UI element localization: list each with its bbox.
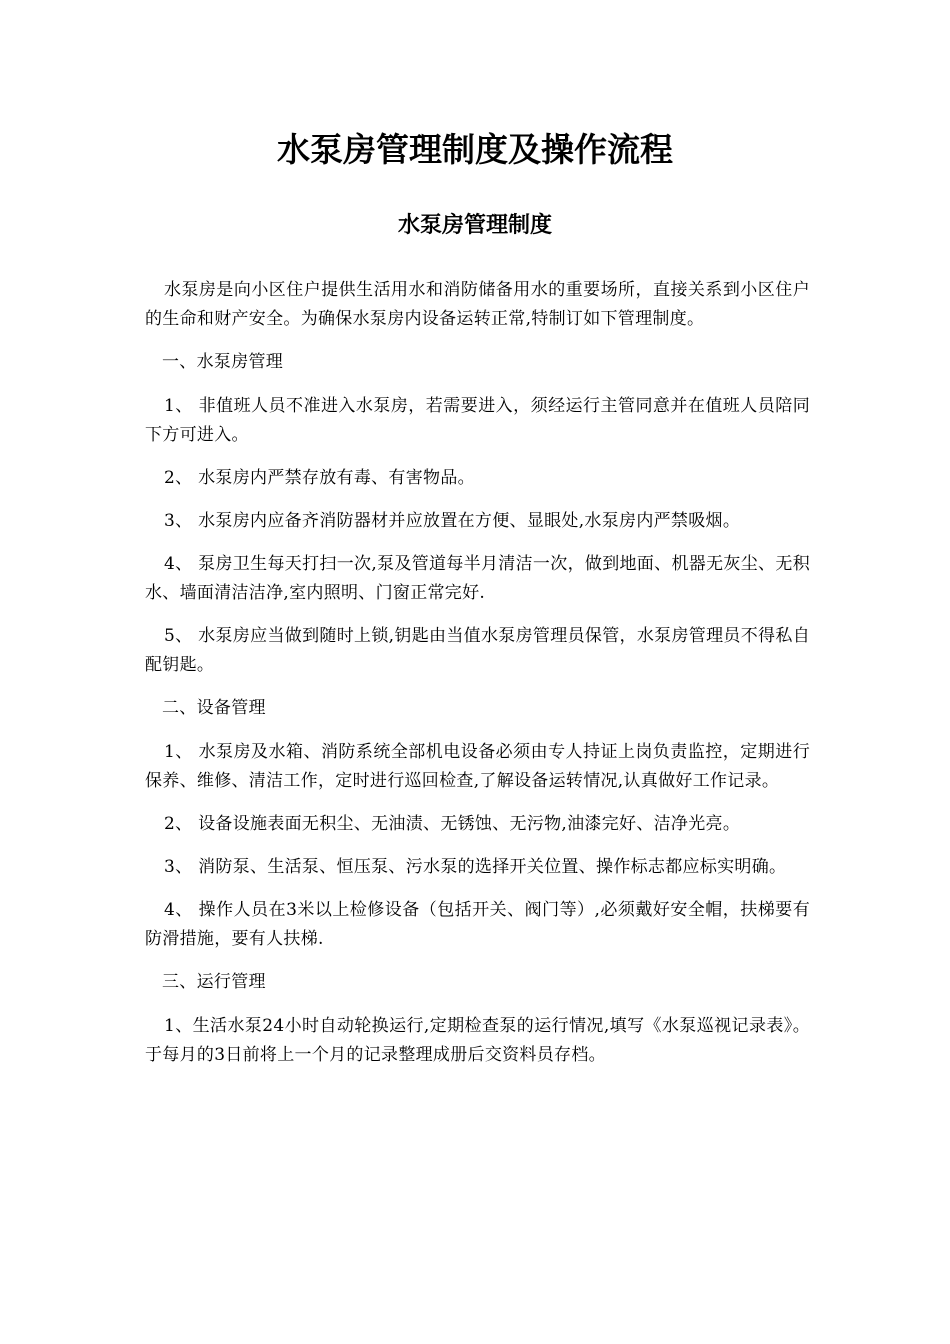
- intro-paragraph: 水泵房是向小区住户提供生活用水和消防储备用水的重要场所，直接关系到小区住户的生命和财产安全。为确保水泵房内设备运转正常,特制订如下管理制度。: [145, 280, 810, 329]
- part1-item-1: 1、 非值班人员不准进入水泵房，若需要进入，须经运行主管同意并在值班人员陪同下方可进入。: [145, 396, 810, 445]
- document-title: 水泵房管理制度及操作流程: [277, 130, 673, 169]
- part1-item-2: 2、 水泵房内严禁存放有毒、有害物品。: [164, 468, 475, 488]
- document-body: [145, 276, 810, 1084]
- part1-item-4: 4、 泵房卫生每天打扫一次,泵及管道每半月清洁一次，做到地面、机器无灰尘、无积水、墙面清洁洁净,室内照明、门窗正常完好.: [145, 554, 810, 603]
- part2-item-2: 2、 设备设施表面无积尘、无油渍、无锈蚀、无污物,油漆完好、洁净光亮。: [164, 814, 741, 834]
- part1-item-5: 5、 水泵房应当做到随时上锁,钥匙由当值水泵房管理员保管，水泵房管理员不得私自配钥匙。: [145, 626, 810, 675]
- part1-item-3: 3、 水泵房内应备齐消防器材并应放置在方便、显眼处,水泵房内严禁吸烟。: [164, 511, 741, 531]
- part3-heading: 三、运行管理: [162, 972, 266, 992]
- part2-item-1: 1、 水泵房及水箱、消防系统全部机电设备必须由专人持证上岗负责监控，定期进行保养、维修、清洁工作，定时进行巡回检查,了解设备运转情况,认真做好工作记录。: [145, 742, 810, 791]
- part3-item-1: 1、生活水泵24小时自动轮换运行,定期检查泵的运行情况,填写《水泵巡视记录表》。于每月的3日前将上一个月的记录整理成册后交资料员存档。: [145, 1016, 810, 1065]
- part2-item-4: 4、 操作人员在3米以上检修设备（包括开关、阀门等）,必须戴好安全帽，扶梯要有防滑措施，要有人扶梯.: [145, 900, 810, 949]
- part1-heading: 一、水泵房管理: [162, 352, 284, 372]
- part2-item-3: 3、 消防泵、生活泵、恒压泵、污水泵的选择开关位置、操作标志都应标实明确。: [164, 857, 787, 877]
- section-title: 水泵房管理制度: [397, 213, 552, 238]
- part2-heading: 二、设备管理: [162, 698, 266, 718]
